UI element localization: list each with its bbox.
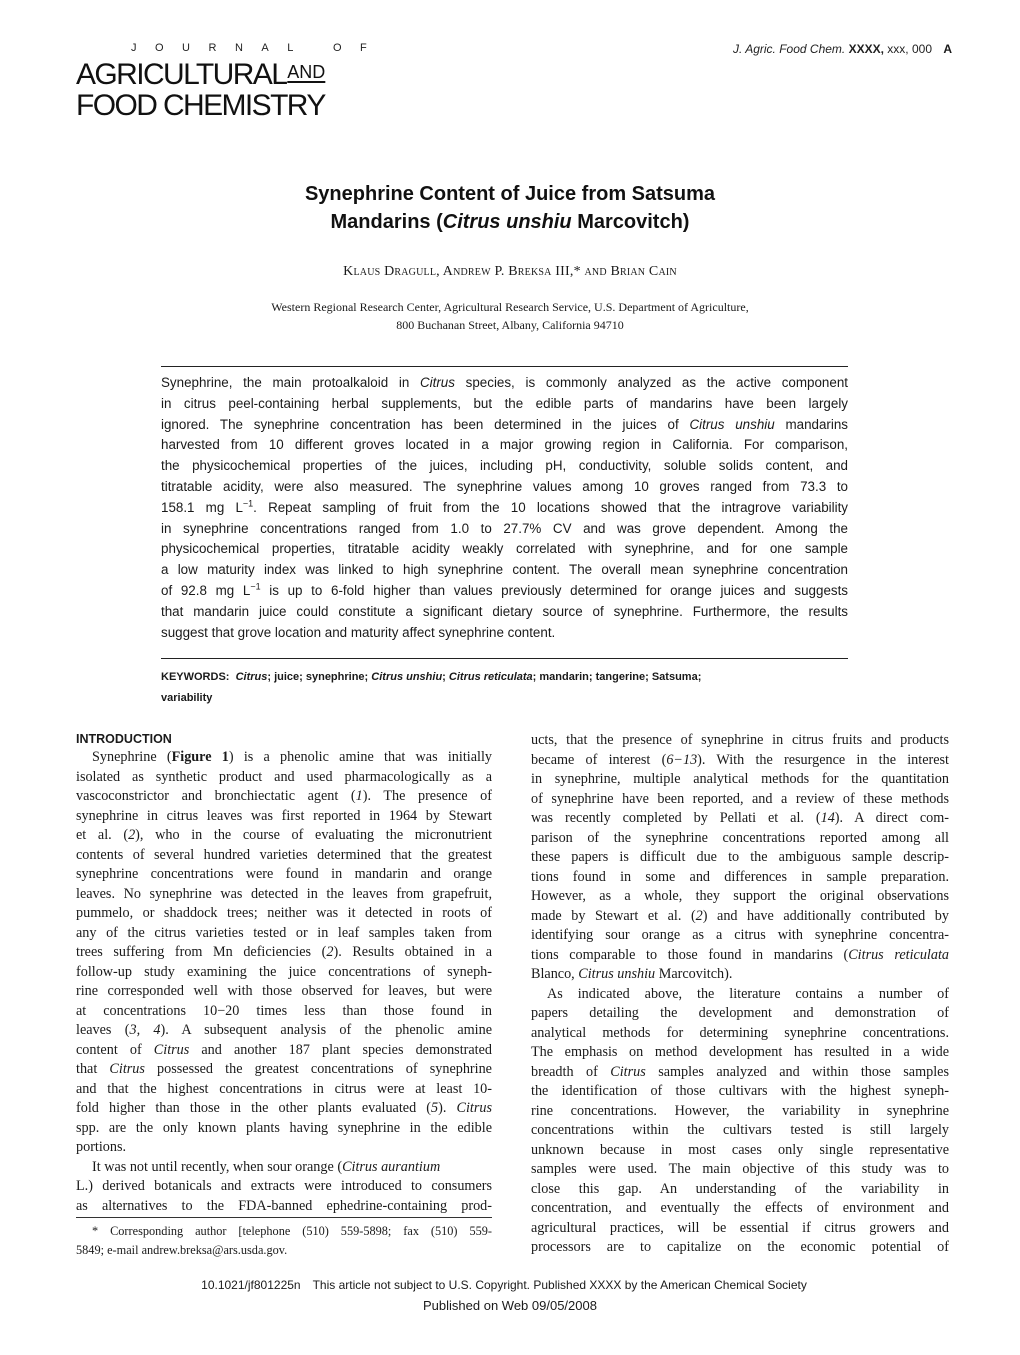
keywords-label: KEYWORDS:	[161, 671, 230, 683]
copyright-notice: This article not subject to U.S. Copyright. Published XXXX by the American Chemical Society	[312, 1278, 807, 1292]
body-line: et al. (2), who in the course of evaluating the micronutrient	[76, 827, 492, 843]
body-line: pummelo, or shaddock trees; neither was it detected in roots of	[76, 905, 492, 921]
title-line2	[170, 208, 850, 236]
abstract-line: in synephrine concentrations ranged from 1.0 to 27.7% CV and was grove dependent. Among the	[161, 520, 848, 536]
body-line: However, as a whole, they support the original observations	[531, 888, 949, 904]
journal-and: AND	[287, 62, 326, 82]
title-line2-species: Citrus unshiu	[442, 211, 572, 233]
body-line: spp. are the only known plants having synephrine in the edible	[76, 1119, 492, 1136]
corresponding-author-footnote	[76, 1222, 492, 1260]
abstract-line: 158.1 mg $L^{-1}$. Repeat sampling of fruit from the 10 locations showed that the intragrove variability	[161, 498, 848, 515]
body-line: rine concentrations. However, the variability in synephrine	[531, 1102, 949, 1119]
journal-name-line2: FOOD CHEMISTRY	[76, 89, 325, 122]
body-line: ucts, that the presence of synephrine in citrus fruits and products	[531, 732, 949, 748]
body-line: unknown because in most cases only single representative	[531, 1141, 949, 1158]
abstract-line: titratable acidity, were also measured. The synephrine values among 10 groves ranged from 73.3 to	[161, 478, 848, 494]
body-line: synephrine in citrus leaves was first reported in 1964 by Stewart	[76, 807, 492, 824]
keywords-line: variability	[161, 692, 213, 704]
doi: 10.1021/jf801225n	[201, 1278, 301, 1292]
doi-copyright-line	[0, 1278, 1020, 1292]
body-line: was recently completed by Pellati et al. (14). A direct com-	[531, 810, 949, 826]
body-line: parison of the synephrine concentrations reported among all	[531, 829, 949, 846]
body-line: tions found in some and differences in sample preparation.	[531, 868, 949, 885]
body-line: leaves (3, 4). A subsequent analysis of the phenolic amine	[76, 1022, 493, 1038]
footnote-line: * Corresponding author [telephone (510) 559-5898; fax (510) 559-	[92, 1224, 492, 1238]
body-line: breadth of Citrus samples analyzed and within those samples	[531, 1063, 949, 1080]
body-line: It was not until recently, when sour orange (Citrus aurantium	[92, 1158, 441, 1175]
abstract-line: a low maturity index was linked to high synephrine content. The overall mean synephrine concentration	[161, 562, 848, 578]
abstract-line: in citrus peel-containing herbal supplements, but the edible parts of mandarins have been largely	[161, 395, 848, 411]
body-line: vascoconstrictor and bronchiectatic agent (1). The presence of	[76, 788, 492, 804]
section-heading-introduction: INTRODUCTION	[76, 732, 172, 746]
right-column	[531, 731, 949, 1258]
keywords	[161, 667, 848, 709]
journal-agricultural: AGRICULTURAL	[76, 58, 287, 91]
body-line: as alternatives to the FDA-banned ephedrine-containing prod-	[76, 1197, 492, 1214]
body-line: became of interest (6−13). With the resurgence in the interest	[531, 751, 949, 768]
author-list: Klaus Dragull, Andrew P. Breksa III,* and Brian Cain	[343, 264, 677, 279]
page-letter: A	[943, 42, 952, 56]
body-line: isolated as synthetic product and used pharmacologically as a	[76, 768, 492, 785]
abstract-line: Synephrine, the main protoalkaloid in Citrus species, is commonly analyzed as the active component	[161, 375, 848, 390]
affiliation-line2: 800 Buchanan Street, Albany, California 94710	[396, 318, 624, 332]
abstract-line: suggest that grove location and maturity affect synephrine content.	[161, 624, 556, 640]
body-line: portions.	[76, 1139, 127, 1155]
title-line1: Synephrine Content of Juice from Satsuma	[304, 183, 716, 205]
keywords-line: KEYWORDS: Citrus; juice; synephrine; Citrus unshiu; Citrus reticulata; mandarin; tangerine; Satsuma;	[161, 671, 702, 683]
body-line: As indicated above, the literature contains a number of	[547, 985, 949, 1002]
body-line: L.) derived botanicals and extracts were introduced to consumers	[76, 1178, 492, 1194]
citation-year: XXXX,	[848, 42, 884, 56]
journal-citation	[733, 42, 932, 56]
body-line: follow-up study examining the juice concentrations of syneph-	[76, 963, 492, 980]
citation-journal: J. Agric. Food Chem.	[732, 42, 846, 56]
body-line: rine corresponded well with those observed for leaves, but were	[76, 983, 492, 999]
body-line: and that the highest concentrations in citrus were at least 10-	[76, 1080, 492, 1097]
body-line: Blanco, Citrus unshiu Marcovitch).	[531, 966, 733, 982]
abstract-line: ignored. The synephrine concentration has been determined in the juices of Citrus unshiu mandarins	[161, 416, 848, 432]
body-line: samples were used. The main objective of this study was to	[531, 1161, 949, 1177]
body-line: in synephrine, multiple analytical methods for the quantitation	[531, 771, 949, 787]
affiliation-line1: Western Regional Research Center, Agricultural Research Service, U.S. Department of Agriculture,	[271, 300, 749, 314]
title-line2-pre: Mandarins (	[330, 211, 443, 233]
body-line: processors are to capitalize on the economic potential of	[531, 1239, 949, 1255]
body-line: close this gap. An understanding of the variability in	[531, 1180, 949, 1197]
body-line: concentration, and eventually the effects of environment and	[531, 1200, 949, 1216]
body-line: of synephrine have been reported, and a review of these methods	[531, 790, 949, 807]
abstract-line: the physicochemical properties of the juices, including pH, conductivity, soluble solids content, and	[161, 458, 848, 474]
article-title	[170, 180, 850, 236]
journal-name-line1	[76, 57, 366, 90]
body-line: The emphasis on method development has resulted in a wide	[531, 1044, 949, 1060]
abstract-line: of 92.8 mg $L^{-1}$ is up to 6-fold higher than values previously determined for orange juices and suggests	[161, 581, 848, 598]
abstract-line: that mandarin juice could constitute a significant dietary source of synephrine. Furthermore, the results	[161, 603, 848, 619]
journal-logo	[76, 42, 386, 122]
abstract-bottom-rule	[161, 658, 848, 659]
body-line: these papers is difficult due to the ambiguous sample descrip-	[531, 849, 949, 865]
abstract-top-rule	[161, 366, 848, 367]
abstract-line: harvested from 10 different groves located in a major growing region in California. For comparison,	[161, 437, 848, 453]
published-date: Published on Web 09/05/2008	[423, 1298, 597, 1313]
abstract-line: physicochemical properties, titratable acidity weakly correlated with synephrine, and for one sample	[161, 541, 848, 557]
body-line: tions comparable to those found in mandarins (Citrus reticulata	[531, 946, 949, 963]
body-line: any of the citrus varieties tested or in leaf samples taken from	[76, 924, 492, 941]
footnote-rule	[76, 1217, 492, 1218]
body-line: leaves. No synephrine was detected in the leaves from grapefruit,	[76, 885, 492, 902]
body-line: contents of several hundred varieties determined that the greatest	[76, 846, 492, 863]
body-line: agricultural practices, will be essential if citrus growers and	[531, 1219, 949, 1236]
body-line: identifying sour orange as a citrus with synephrine concentra-	[531, 927, 949, 943]
body-line: trees suffering from Mn deficiencies (2). Results obtained in a	[76, 944, 492, 960]
body-line: fold higher than those in the other plants evaluated (5). Citrus	[76, 1100, 492, 1116]
body-line: at concentrations 10−20 times less than those found in	[76, 1002, 492, 1019]
affiliation	[120, 298, 900, 334]
footnote-line: 5849; e-mail andrew.breksa@ars.usda.gov.	[76, 1243, 288, 1257]
body-line: made by Stewart et al. (2) and have additionally contributed by	[531, 907, 949, 924]
left-column	[76, 731, 492, 1216]
body-line: papers detailing the development and demonstration of	[531, 1005, 949, 1021]
citation-volume-page: xxx, 000	[887, 42, 932, 56]
body-line: analytical methods for determining synephrine concentrations.	[531, 1024, 949, 1041]
body-line: Synephrine (Figure 1) is a phenolic amine that was initially	[92, 749, 492, 765]
title-line2-post: Marcovitch)	[571, 211, 690, 233]
body-line: that Citrus possessed the greatest concentrations of synephrine	[76, 1061, 492, 1077]
body-line: concentrations within the cultivars tested is still largely	[531, 1122, 949, 1138]
journal-word: JOURNAL OF	[131, 42, 386, 54]
body-line: the identification of those cultivars with the highest syneph-	[531, 1083, 949, 1099]
body-line: synephrine concentrations were found in mandarin and orange	[76, 866, 492, 882]
body-line: content of Citrus and another 187 plant species demonstrated	[76, 1041, 493, 1058]
abstract	[161, 373, 848, 643]
